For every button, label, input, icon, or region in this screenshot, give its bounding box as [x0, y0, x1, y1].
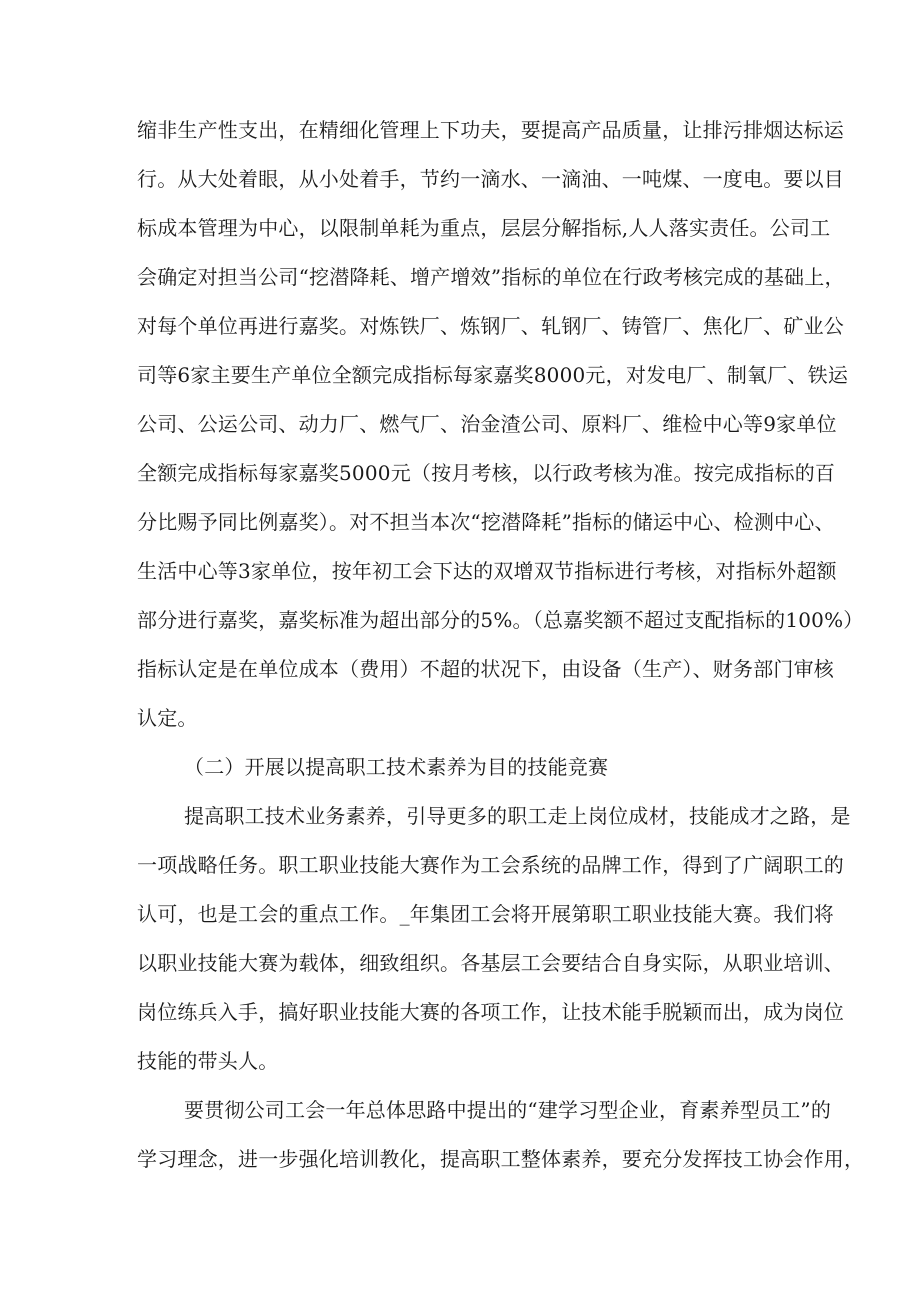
paragraph-3-line-1: 要贯彻公司工会一年总体思路中提出的“建学习型企业，育素养型员工”的 [184, 1098, 832, 1122]
paragraph-1-line-10: 生活中心等3家单位，按年初工会下达的双增双节指标进行考核，对指标外超额 [137, 559, 837, 583]
paragraph-1-line-9: 分比赐予同比例嘉奖）。对不担当本次“挖潜降耗”指标的储运中心、检测中心、 [137, 510, 835, 534]
paragraph-1-line-3: 标成本管理为中心，以限制单耗为重点，层层分解指标,人人落实责任。公司工 [137, 216, 831, 240]
paragraph-1-line-8: 全额完成指标每家嘉奖5000元（按月考核，以行政考核为准。按完成指标的百 [137, 461, 836, 485]
section-heading: （二）开展以提高职工技术素养为目的技能竞赛 [184, 755, 609, 779]
paragraph-2-line-1: 提高职工技术业务素养，引导更多的职工走上岗位成材，技能成才之路，是 [184, 804, 851, 828]
paragraph-2-line-4: 以职业技能大赛为载体，细致组织。各基层工会要结合自身实际，从职业培训、 [137, 951, 844, 975]
paragraph-3-line-2: 学习理念，进一步强化培训教化，提高职工整体素养，要充分发挥技工协会作用， [137, 1147, 865, 1171]
paragraph-1-line-6: 司等6家主要生产单位全额完成指标每家嘉奖8000元，对发电厂、制氧厂、铁运 [137, 363, 849, 387]
paragraph-1-line-12: 指标认定是在单位成本（费用）不超的状况下，由设备（生产）、财务部门审核 [137, 657, 834, 681]
paragraph-1-line-11: 部分进行嘉奖，嘉奖标准为超出部分的5%。（总嘉奖额不超过支配指标的100%） [137, 608, 864, 632]
paragraph-1-line-7: 公司、公运公司、动力厂、燃气厂、治金渣公司、原料厂、维检中心等9家单位 [137, 412, 837, 436]
paragraph-2-line-6: 技能的带头人。 [137, 1049, 279, 1073]
paragraph-1-line-13: 认定。 [137, 706, 198, 730]
paragraph-2-line-2: 一项战略任务。职工职业技能大赛作为工会系统的品牌工作，得到了广阔职工的 [137, 853, 844, 877]
paragraph-1-line-5: 对每个单位再进行嘉奖。对炼铁厂、炼钢厂、轧钢厂、铸管厂、焦化厂、矿业公 [137, 314, 844, 338]
paragraph-1-line-2: 行。从大处着眼，从小处着手，节约一滴水、一滴油、一吨煤、一度电。要以目 [137, 167, 844, 191]
paragraph-1-line-4: 会确定对担当公司“挖潜降耗、增产增效”指标的单位在行政考核完成的基础上， [137, 265, 845, 289]
paragraph-2-line-3: 认可，也是工会的重点工作。_年集团工会将开展第职工职业技能大赛。我们将 [137, 902, 834, 926]
paragraph-2-line-5: 岗位练兵入手，搞好职业技能大赛的各项工作，让技术能手脱颖而出，成为岗位 [137, 1000, 844, 1024]
paragraph-1-line-1: 缩非生产性支出，在精细化管理上下功夫，要提高产品质量，让排污排烟达标运 [137, 118, 844, 142]
